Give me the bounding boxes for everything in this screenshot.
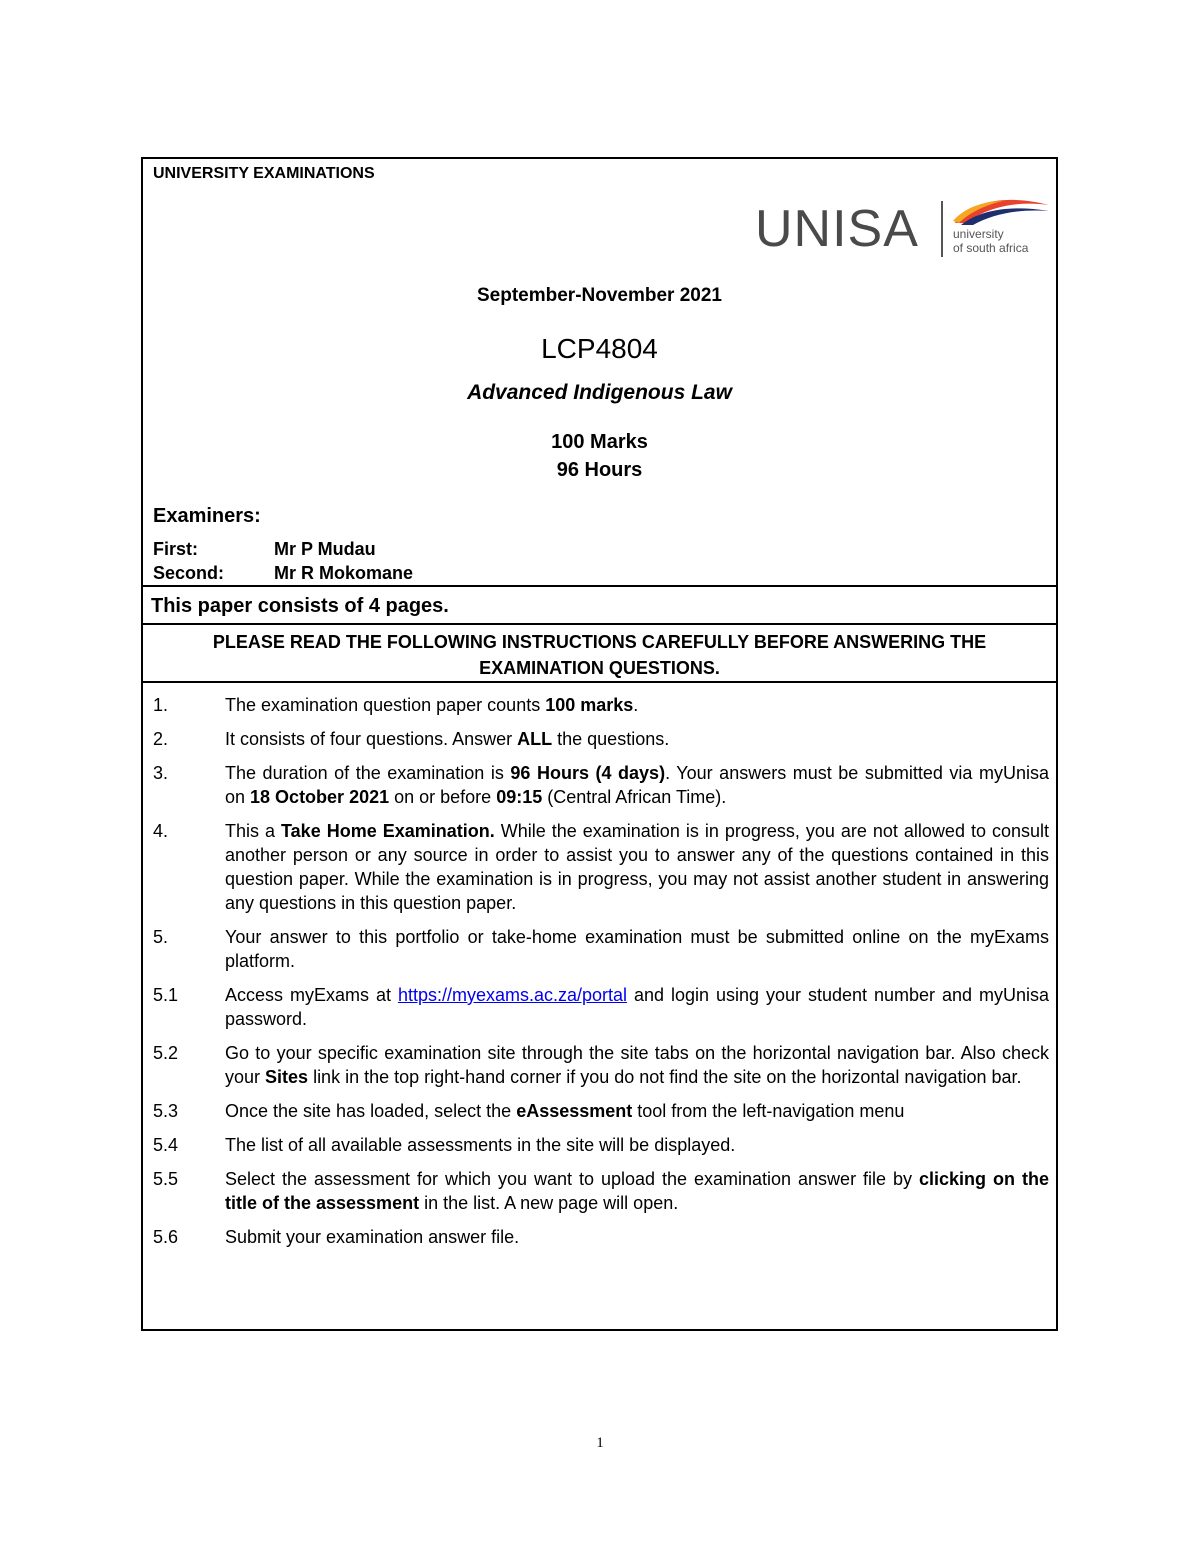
total-marks: 100 Marks <box>551 431 648 453</box>
unisa-swoosh-icon <box>951 195 1051 227</box>
myexams-portal-link[interactable]: https://myexams.ac.za/portal <box>397 985 628 1005</box>
list-item: 1. The examination question paper counts 100 marks. <box>153 695 639 715</box>
logo-divider <box>941 201 943 257</box>
list-item: 5.2 Go to your specific examination site through the site tabs on the horizontal navigation bar. Also check your Sites link in the top right-hand corner if you do not find the site on the horizontal navigation bar. <box>153 1043 1049 1087</box>
divider <box>143 585 1056 587</box>
instructions-heading: PLEASE READ THE FOLLOWING INSTRUCTIONS CAREFULLY BEFORE ANSWERING THE EXAMINATION QUESTIONS. <box>212 632 987 678</box>
list-item: 5.5 Select the assessment for which you want to upload the examination answer file by clicking on the title of the assessment in the list. A new page will open. <box>153 1169 1049 1213</box>
logo-subtitle: university of south africa <box>953 227 1029 255</box>
list-item: 5. Your answer to this portfolio or take-home examination must be submitted online on the myExams platform. <box>153 927 1049 971</box>
pages-note: This paper consists of 4 pages. <box>151 595 449 617</box>
list-item: 2. It consists of four questions. Answer ALL the questions. <box>153 729 670 749</box>
list-item: 5.1 Access myExams at https://myexams.ac.za/portal and login using your student number and myUnisa password. <box>153 985 1049 1029</box>
page-number: 1 <box>596 1435 604 1451</box>
divider <box>143 681 1056 683</box>
duration: 96 Hours <box>556 459 643 481</box>
module-title: Advanced Indigenous Law <box>467 381 732 404</box>
university-examinations-label: UNIVERSITY EXAMINATIONS <box>153 165 375 182</box>
exam-term: September-November 2021 <box>477 285 722 306</box>
logo-wordmark: UNISA <box>755 200 919 258</box>
instructions-list <box>153 693 1049 1259</box>
list-item: 3. The duration of the examination is 96 Hours (4 days). Your answers must be submitted via myUnisa on 18 October 2021 on or before 09:15 (Central African Time). <box>153 763 1049 807</box>
list-item: 5.4 The list of all available assessments in the site will be displayed. <box>153 1135 736 1155</box>
examiners-label: Examiners: <box>153 505 261 527</box>
list-item: 5.6 Submit your examination answer file. <box>153 1227 520 1247</box>
unisa-logo <box>755 195 1055 265</box>
examiner-first: First: Mr P Mudau <box>153 539 376 559</box>
divider <box>143 623 1056 625</box>
list-item: 4. This a Take Home Examination. While the examination is in progress, you are not allowed to consult another person or any source in order to assist you to answer any of the questions contained in this question paper. While the examination is in progress, you may not assist another student in answering any questions in this question paper. <box>153 821 1049 913</box>
examiner-second: Second: Mr R Mokomane <box>153 563 414 583</box>
list-item: 5.3 Once the site has loaded, select the eAssessment tool from the left-navigation menu <box>153 1101 905 1121</box>
exam-cover-table <box>141 157 1058 1331</box>
module-code: LCP4804 <box>541 333 658 364</box>
